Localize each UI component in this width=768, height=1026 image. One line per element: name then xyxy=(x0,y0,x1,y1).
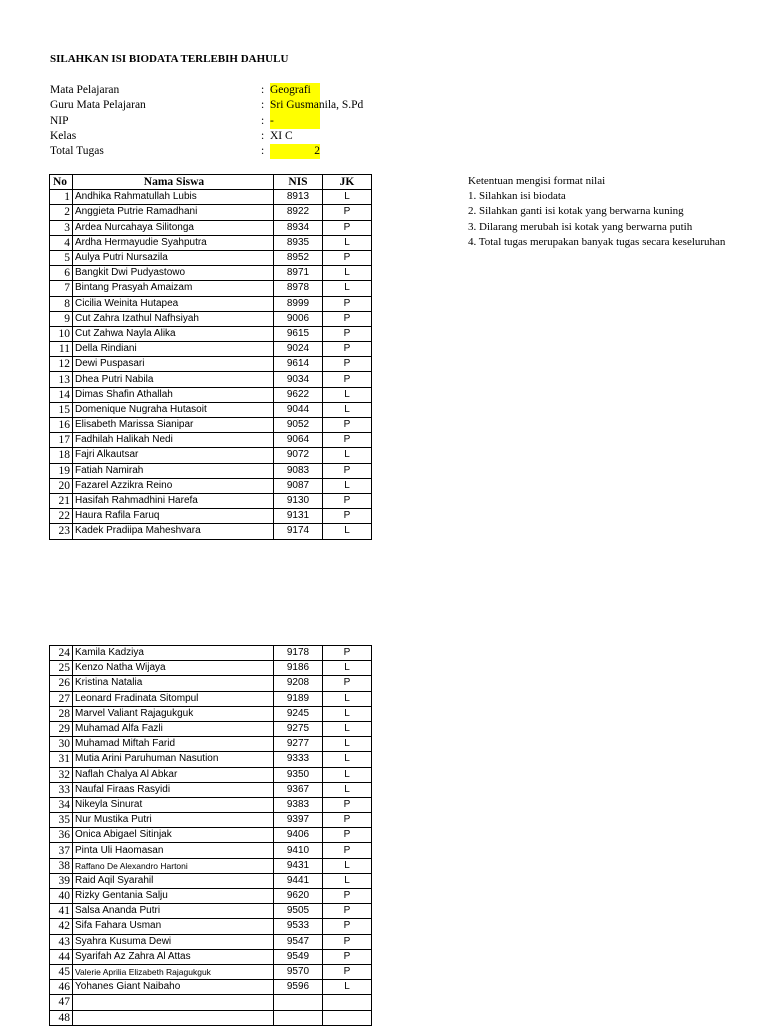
header-no: No xyxy=(50,175,73,190)
student-name: Kadek Pradiipa Maheshvara xyxy=(73,524,274,539)
student-number: 9 xyxy=(50,311,73,326)
student-number: 11 xyxy=(50,342,73,357)
table-row xyxy=(50,402,372,417)
table-row xyxy=(50,509,372,524)
student-name: Nikeyla Sinurat xyxy=(73,797,274,812)
student-number: 16 xyxy=(50,418,73,433)
student-number: 17 xyxy=(50,433,73,448)
student-name: Naflah Chalya Al Abkar xyxy=(73,767,274,782)
student-jk: P xyxy=(323,493,372,508)
student-jk: L xyxy=(323,661,372,676)
student-nis: 8913 xyxy=(274,190,323,205)
student-nis xyxy=(274,1010,323,1025)
student-nis: 9620 xyxy=(274,889,323,904)
student-name: Dhea Putri Nabila xyxy=(73,372,274,387)
student-jk: P xyxy=(323,311,372,326)
header-jk: JK xyxy=(323,175,372,190)
table-row xyxy=(50,296,372,311)
student-jk: P xyxy=(323,463,372,478)
rule-item: 3. Dilarang merubah isi kotak yang berwarna putih xyxy=(468,220,693,233)
table-row xyxy=(50,463,372,478)
table-row xyxy=(50,220,372,235)
nip-field[interactable]: - xyxy=(270,114,320,135)
table-row xyxy=(50,387,372,402)
student-jk: L xyxy=(323,980,372,995)
student-name: Salsa Ananda Putri xyxy=(73,904,274,919)
student-number: 44 xyxy=(50,949,73,964)
student-number: 15 xyxy=(50,402,73,417)
table-row xyxy=(50,964,372,979)
student-number: 2 xyxy=(50,205,73,220)
student-name: Pinta Uli Haomasan xyxy=(73,843,274,858)
student-name: Andhika Rahmatullah Lubis xyxy=(73,190,274,205)
student-jk: P xyxy=(323,843,372,858)
student-number: 13 xyxy=(50,372,73,387)
student-number: 14 xyxy=(50,387,73,402)
student-nis: 9275 xyxy=(274,721,323,736)
student-jk: L xyxy=(323,190,372,205)
student-nis: 9186 xyxy=(274,661,323,676)
student-number: 25 xyxy=(50,661,73,676)
student-nis: 9208 xyxy=(274,676,323,691)
table-row xyxy=(50,661,372,676)
student-name: Bintang Prasyah Amaizam xyxy=(73,281,274,296)
student-number: 37 xyxy=(50,843,73,858)
student-name: Valerie Aprilia Elizabeth Rajagukguk xyxy=(73,964,274,979)
info-label: Guru Mata Pelajaran xyxy=(50,99,146,112)
rules-section xyxy=(468,174,768,250)
student-rows-part-1 xyxy=(50,190,372,539)
student-number: 36 xyxy=(50,828,73,843)
student-number: 23 xyxy=(50,524,73,539)
table-row xyxy=(50,843,372,858)
table-row xyxy=(50,311,372,326)
student-nis: 9431 xyxy=(274,858,323,873)
student-number: 1 xyxy=(50,190,73,205)
student-nis: 9410 xyxy=(274,843,323,858)
student-name: Anggieta Putrie Ramadhani xyxy=(73,205,274,220)
student-nis: 9174 xyxy=(274,524,323,539)
table-row xyxy=(50,250,372,265)
student-name: Muhamad Alfa Fazli xyxy=(73,721,274,736)
student-nis: 9130 xyxy=(274,493,323,508)
student-number: 45 xyxy=(50,964,73,979)
student-number: 6 xyxy=(50,266,73,281)
student-jk: L xyxy=(323,266,372,281)
table-row xyxy=(50,418,372,433)
student-number: 22 xyxy=(50,509,73,524)
student-number: 12 xyxy=(50,357,73,372)
student-number: 46 xyxy=(50,980,73,995)
student-name: Della Rindiani xyxy=(73,342,274,357)
student-jk: L xyxy=(323,281,372,296)
student-number: 28 xyxy=(50,706,73,721)
student-nis: 9277 xyxy=(274,737,323,752)
student-jk: P xyxy=(323,372,372,387)
student-jk: L xyxy=(323,873,372,888)
table-row xyxy=(50,342,372,357)
student-name xyxy=(73,1010,274,1025)
student-number: 43 xyxy=(50,934,73,949)
student-number: 4 xyxy=(50,235,73,250)
student-jk: P xyxy=(323,964,372,979)
student-jk: P xyxy=(323,889,372,904)
student-number: 34 xyxy=(50,797,73,812)
student-jk: P xyxy=(323,919,372,934)
table-row xyxy=(50,828,372,843)
student-nis: 9083 xyxy=(274,463,323,478)
student-jk: L xyxy=(323,737,372,752)
table-row xyxy=(50,190,372,205)
student-number: 24 xyxy=(50,646,73,661)
student-nis: 9044 xyxy=(274,402,323,417)
student-name: Marvel Valiant Rajagukguk xyxy=(73,706,274,721)
student-nis: 9367 xyxy=(274,782,323,797)
student-jk: L xyxy=(323,448,372,463)
student-nis: 8952 xyxy=(274,250,323,265)
student-jk xyxy=(323,995,372,1010)
student-name: Dimas Shafin Athallah xyxy=(73,387,274,402)
student-nis: 9024 xyxy=(274,342,323,357)
student-name: Hasifah Rahmadhini Harefa xyxy=(73,493,274,508)
table-row xyxy=(50,919,372,934)
student-jk: P xyxy=(323,205,372,220)
student-number: 8 xyxy=(50,296,73,311)
student-jk: P xyxy=(323,828,372,843)
student-number: 35 xyxy=(50,813,73,828)
student-name: Leonard Fradinata Sitompul xyxy=(73,691,274,706)
student-name: Raid Aqil Syarahil xyxy=(73,873,274,888)
table-row xyxy=(50,493,372,508)
student-number: 38 xyxy=(50,858,73,873)
student-nis: 9006 xyxy=(274,311,323,326)
student-nis: 8999 xyxy=(274,296,323,311)
rules-heading: Ketentuan mengisi format nilai xyxy=(468,175,606,187)
table-row xyxy=(50,691,372,706)
student-nis: 9397 xyxy=(274,813,323,828)
student-number: 3 xyxy=(50,220,73,235)
student-jk: P xyxy=(323,342,372,357)
student-jk: L xyxy=(323,402,372,417)
student-nis: 9072 xyxy=(274,448,323,463)
student-nis: 9052 xyxy=(274,418,323,433)
student-nis: 9505 xyxy=(274,904,323,919)
student-name: Bangkit Dwi Pudyastowo xyxy=(73,266,274,281)
student-name: Sifa Fahara Usman xyxy=(73,919,274,934)
student-nis: 8971 xyxy=(274,266,323,281)
table-header-row xyxy=(50,175,372,190)
student-jk: L xyxy=(323,691,372,706)
student-number: 18 xyxy=(50,448,73,463)
student-jk: P xyxy=(323,797,372,812)
student-name: Fazarel Azzikra Reino xyxy=(73,478,274,493)
table-row xyxy=(50,797,372,812)
student-number: 19 xyxy=(50,463,73,478)
info-colon: : xyxy=(261,99,265,112)
student-name: Rizky Gentania Salju xyxy=(73,889,274,904)
student-name: Muhamad Miftah Farid xyxy=(73,737,274,752)
student-name: Ardea Nurcahaya Silitonga xyxy=(73,220,274,235)
table-row xyxy=(50,433,372,448)
student-name: Fajri Alkautsar xyxy=(73,448,274,463)
student-jk: P xyxy=(323,250,372,265)
student-jk: P xyxy=(323,934,372,949)
student-name: Cut Zahra Izathul Nafhsiyah xyxy=(73,311,274,326)
student-jk: P xyxy=(323,904,372,919)
info-label: Kelas xyxy=(50,129,77,142)
student-name: Fatiah Namirah xyxy=(73,463,274,478)
student-name: Syarifah Az Zahra Al Attas xyxy=(73,949,274,964)
student-name: Haura Rafila Faruq xyxy=(73,509,274,524)
info-label: Total Tugas xyxy=(50,145,104,158)
student-number: 33 xyxy=(50,782,73,797)
student-name: Domenique Nugraha Hutasoit xyxy=(73,402,274,417)
table-row xyxy=(50,949,372,964)
student-name: Elisabeth Marissa Sianipar xyxy=(73,418,274,433)
student-number: 40 xyxy=(50,889,73,904)
guru-field[interactable]: Sri Gusmanila, S.Pd xyxy=(270,98,320,119)
student-nis: 9034 xyxy=(274,372,323,387)
student-number: 29 xyxy=(50,721,73,736)
student-nis: 8934 xyxy=(274,220,323,235)
student-jk: P xyxy=(323,357,372,372)
table-row xyxy=(50,235,372,250)
student-rows-part-2 xyxy=(50,646,372,1026)
table-row xyxy=(50,372,372,387)
table-row xyxy=(50,266,372,281)
student-nis: 8978 xyxy=(274,281,323,296)
info-colon: : xyxy=(261,129,265,142)
table-row xyxy=(50,448,372,463)
table-row xyxy=(50,904,372,919)
student-nis: 9570 xyxy=(274,964,323,979)
student-jk: L xyxy=(323,387,372,402)
student-name xyxy=(73,995,274,1010)
student-number: 7 xyxy=(50,281,73,296)
student-nis: 9178 xyxy=(274,646,323,661)
student-number: 21 xyxy=(50,493,73,508)
student-jk: P xyxy=(323,949,372,964)
student-jk xyxy=(323,1010,372,1025)
table-row xyxy=(50,205,372,220)
student-name: Cut Zahwa Nayla Alika xyxy=(73,326,274,341)
table-row xyxy=(50,934,372,949)
student-jk: L xyxy=(323,524,372,539)
student-jk: P xyxy=(323,326,372,341)
student-nis: 9533 xyxy=(274,919,323,934)
student-jk: P xyxy=(323,433,372,448)
student-nis: 9547 xyxy=(274,934,323,949)
student-jk: P xyxy=(323,509,372,524)
rule-item: 1. Silahkan isi biodata xyxy=(468,190,566,203)
student-number: 42 xyxy=(50,919,73,934)
info-colon: : xyxy=(261,84,265,96)
table-row xyxy=(50,737,372,752)
student-number: 26 xyxy=(50,676,73,691)
table-row xyxy=(50,706,372,721)
table-row xyxy=(50,858,372,873)
student-name: Kenzo Natha Wijaya xyxy=(73,661,274,676)
student-nis: 9596 xyxy=(274,980,323,995)
rule-item: 2. Silahkan ganti isi kotak yang berwarna kuning xyxy=(468,205,684,218)
student-nis: 9614 xyxy=(274,357,323,372)
table-row xyxy=(50,752,372,767)
student-name: Raffano De Alexandro Hartoni xyxy=(73,858,274,873)
student-number: 47 xyxy=(50,995,73,1010)
student-nis: 8935 xyxy=(274,235,323,250)
student-nis: 9622 xyxy=(274,387,323,402)
student-name: Onica Abigael Sitinjak xyxy=(73,828,274,843)
student-jk: L xyxy=(323,752,372,767)
rule-item: 4. Total tugas merupakan banyak tugas secara keseluruhan xyxy=(468,235,726,248)
table-row xyxy=(50,326,372,341)
student-name: Mutia Arini Paruhuman Nasution xyxy=(73,752,274,767)
student-jk: L xyxy=(323,767,372,782)
mata-pelajaran-field[interactable]: Geografi xyxy=(270,83,320,104)
student-nis: 8922 xyxy=(274,205,323,220)
student-jk: L xyxy=(323,858,372,873)
table-row xyxy=(50,478,372,493)
student-number: 27 xyxy=(50,691,73,706)
info-label: NIP xyxy=(50,114,69,127)
student-number: 5 xyxy=(50,250,73,265)
student-jk: P xyxy=(323,296,372,311)
student-name: Naufal Firaas Rasyidi xyxy=(73,782,274,797)
info-label: Mata Pelajaran xyxy=(50,84,120,96)
student-jk: P xyxy=(323,646,372,661)
student-table-part-2 xyxy=(49,645,372,1026)
student-nis: 9549 xyxy=(274,949,323,964)
student-jk: L xyxy=(323,782,372,797)
student-jk: P xyxy=(323,418,372,433)
student-name: Nur Mustika Putri xyxy=(73,813,274,828)
student-number: 10 xyxy=(50,326,73,341)
student-number: 41 xyxy=(50,904,73,919)
student-number: 48 xyxy=(50,1010,73,1025)
student-nis xyxy=(274,995,323,1010)
table-row xyxy=(50,782,372,797)
table-row xyxy=(50,281,372,296)
student-jk: L xyxy=(323,478,372,493)
table-row xyxy=(50,767,372,782)
student-nis: 9406 xyxy=(274,828,323,843)
student-number: 39 xyxy=(50,873,73,888)
table-row xyxy=(50,873,372,888)
info-colon: : xyxy=(261,114,265,127)
table-row xyxy=(50,524,372,539)
student-name: Dewi Puspasari xyxy=(73,357,274,372)
student-number: 30 xyxy=(50,737,73,752)
table-row xyxy=(50,721,372,736)
student-name: Cicilia Weinita Hutapea xyxy=(73,296,274,311)
student-jk: L xyxy=(323,706,372,721)
student-name: Yohanes Giant Naibaho xyxy=(73,980,274,995)
yellow-input-cell[interactable] xyxy=(270,114,320,129)
student-nis: 9245 xyxy=(274,706,323,721)
table-row xyxy=(50,813,372,828)
student-name: Fadhilah Halikah Nedi xyxy=(73,433,274,448)
student-nis: 9189 xyxy=(274,691,323,706)
student-number: 20 xyxy=(50,478,73,493)
student-jk: P xyxy=(323,220,372,235)
student-nis: 9131 xyxy=(274,509,323,524)
table-row xyxy=(50,676,372,691)
student-name: Kristina Natalia xyxy=(73,676,274,691)
total-tugas-field[interactable]: 2 xyxy=(270,144,320,165)
student-jk: P xyxy=(323,676,372,691)
student-nis: 9064 xyxy=(274,433,323,448)
table-row xyxy=(50,889,372,904)
student-jk: P xyxy=(323,813,372,828)
table-row xyxy=(50,995,372,1010)
table-row xyxy=(50,357,372,372)
table-row xyxy=(50,1010,372,1025)
student-table-part-1 xyxy=(49,174,372,540)
header-nis: NIS xyxy=(274,175,323,190)
student-number: 32 xyxy=(50,767,73,782)
student-nis: 9615 xyxy=(274,326,323,341)
student-nis: 9383 xyxy=(274,797,323,812)
student-name: Aulya Putri Nursazila xyxy=(73,250,274,265)
student-nis: 9087 xyxy=(274,478,323,493)
student-nis: 9441 xyxy=(274,873,323,888)
student-nis: 9333 xyxy=(274,752,323,767)
info-colon: : xyxy=(261,145,265,158)
table-row xyxy=(50,646,372,661)
student-name: Kamila Kadziya xyxy=(73,646,274,661)
student-name: Syahra Kusuma Dewi xyxy=(73,934,274,949)
table-row xyxy=(50,980,372,995)
header-nama-siswa: Nama Siswa xyxy=(73,175,274,190)
student-jk: L xyxy=(323,721,372,736)
student-jk: L xyxy=(323,235,372,250)
student-nis: 9350 xyxy=(274,767,323,782)
page-title: SILAHKAN ISI BIODATA TERLEBIH DAHULU xyxy=(50,53,289,65)
student-number: 31 xyxy=(50,752,73,767)
student-name: Ardha Hermayudie Syahputra xyxy=(73,235,274,250)
